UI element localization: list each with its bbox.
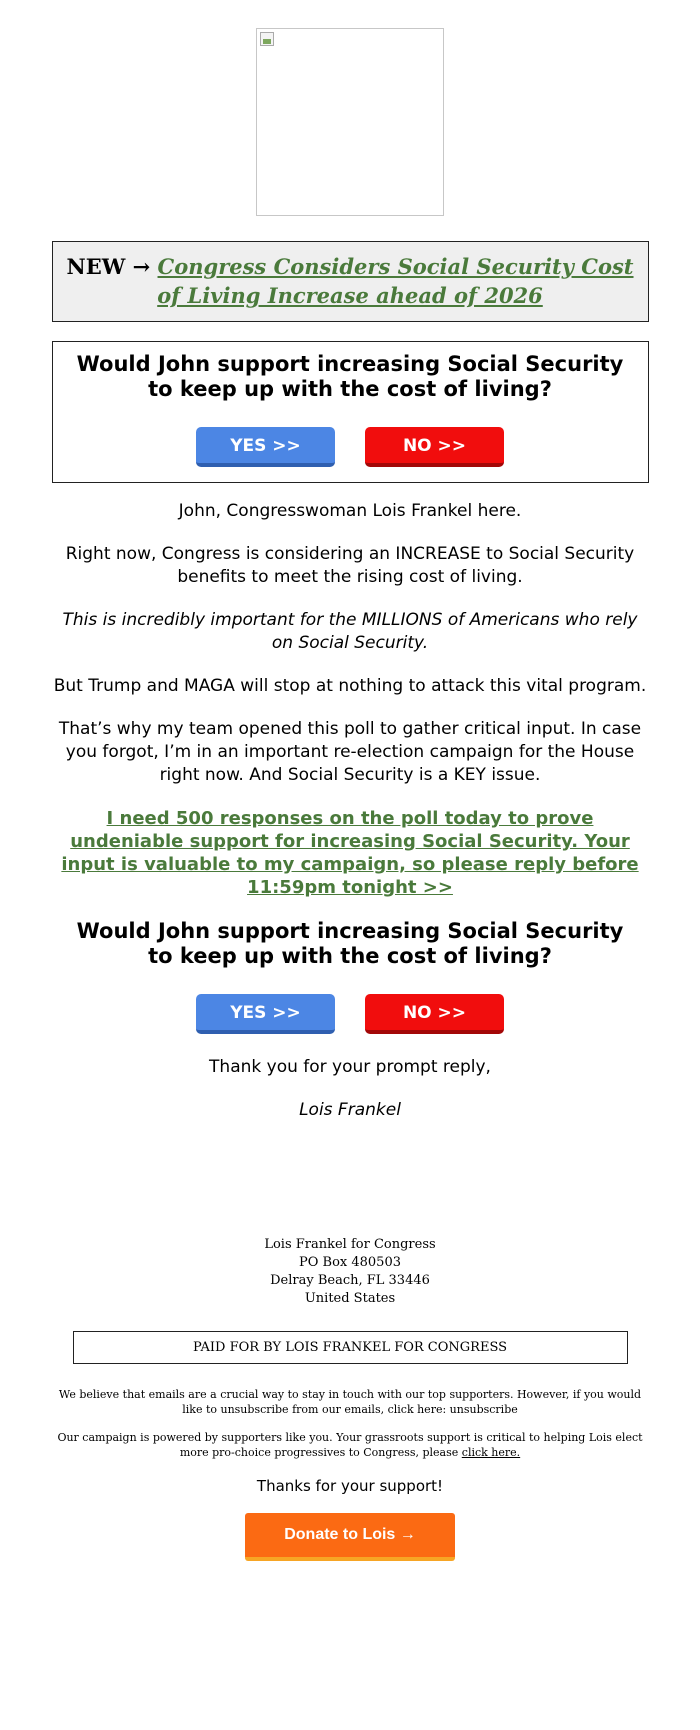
news-prefix: NEW → <box>66 254 151 279</box>
paragraph-poll-reason: That’s why my team opened this poll to gather critical input. In case you forgot, I’m in an important re-election campaign for the House right now. And Social Security is a KEY issue. <box>58 719 642 785</box>
poll-question-bottom: Would John support increasing Social Security to keep up with the cost of living? <box>76 919 624 968</box>
greeting-text: John, Congresswoman Lois Frankel here. <box>178 501 522 521</box>
broken-image-icon <box>260 32 274 46</box>
donate-button[interactable]: Donate to Lois → <box>245 1513 455 1561</box>
address-country: United States <box>304 1291 396 1306</box>
yes-button-bottom[interactable]: YES >> <box>196 994 335 1034</box>
address-org: Lois Frankel for Congress <box>264 1237 436 1252</box>
paid-for-disclaimer: PAID FOR BY LOIS FRANKEL FOR CONGRESS <box>73 1331 628 1364</box>
paragraph-increase: Right now, Congress is considering an INCREASE to Social Security benefits to meet the rising cost of living. <box>65 544 635 587</box>
paragraph-threat: But Trump and MAGA will stop at nothing to attack this vital program. <box>53 676 647 696</box>
poll-question: Would John support increasing Social Security to keep up with the cost of living? <box>76 352 624 401</box>
paragraph-importance: This is incredibly important for the MILLIONS of Americans who rely on Social Security. <box>62 610 638 653</box>
campaign-logo-image <box>256 28 444 216</box>
news-headline-link[interactable]: Congress Considers Social Security Cost of Living Increase ahead of 2026 <box>157 254 634 308</box>
email-body <box>0 28 700 1561</box>
thank-you-text: Thank you for your prompt reply, <box>209 1057 491 1077</box>
powered-click-here-link[interactable]: click here. <box>461 1446 521 1459</box>
no-button-bottom[interactable]: NO >> <box>365 994 504 1034</box>
address-po-box: PO Box 480503 <box>298 1255 401 1270</box>
unsubscribe-link[interactable]: unsubscribe <box>449 1403 518 1416</box>
unsubscribe-notice <box>50 1387 650 1417</box>
address-city: Delray Beach, FL 33446 <box>270 1273 430 1288</box>
poll-buttons-bottom <box>0 994 700 1034</box>
poll-box-top <box>52 341 649 483</box>
closing <box>50 1056 650 1122</box>
no-button[interactable]: NO >> <box>365 427 504 467</box>
message-body <box>50 500 650 787</box>
news-banner <box>52 241 649 322</box>
poll-cta-link[interactable]: I need 500 responses on the poll today to prove undeniable support for increasing Social Security. Your input is valuable to my campaign, so please reply before 11:59pm tonight >> <box>61 808 639 898</box>
powered-text: Our campaign is powered by supporters like you. Your grassroots support is critical to helping Lois elect more pro-choice progressives to Congress, please <box>57 1431 643 1459</box>
signature: Lois Frankel <box>299 1100 401 1120</box>
unsubscribe-text: We believe that emails are a crucial way to stay in touch with our top supporters. However, if you would like to unsubscribe from our emails, click here: <box>58 1388 642 1416</box>
support-thanks: Thanks for your support! <box>256 1477 444 1495</box>
powered-notice <box>50 1430 650 1460</box>
yes-button[interactable]: YES >> <box>196 427 335 467</box>
poll-buttons <box>63 427 638 467</box>
mailing-address <box>0 1236 700 1308</box>
